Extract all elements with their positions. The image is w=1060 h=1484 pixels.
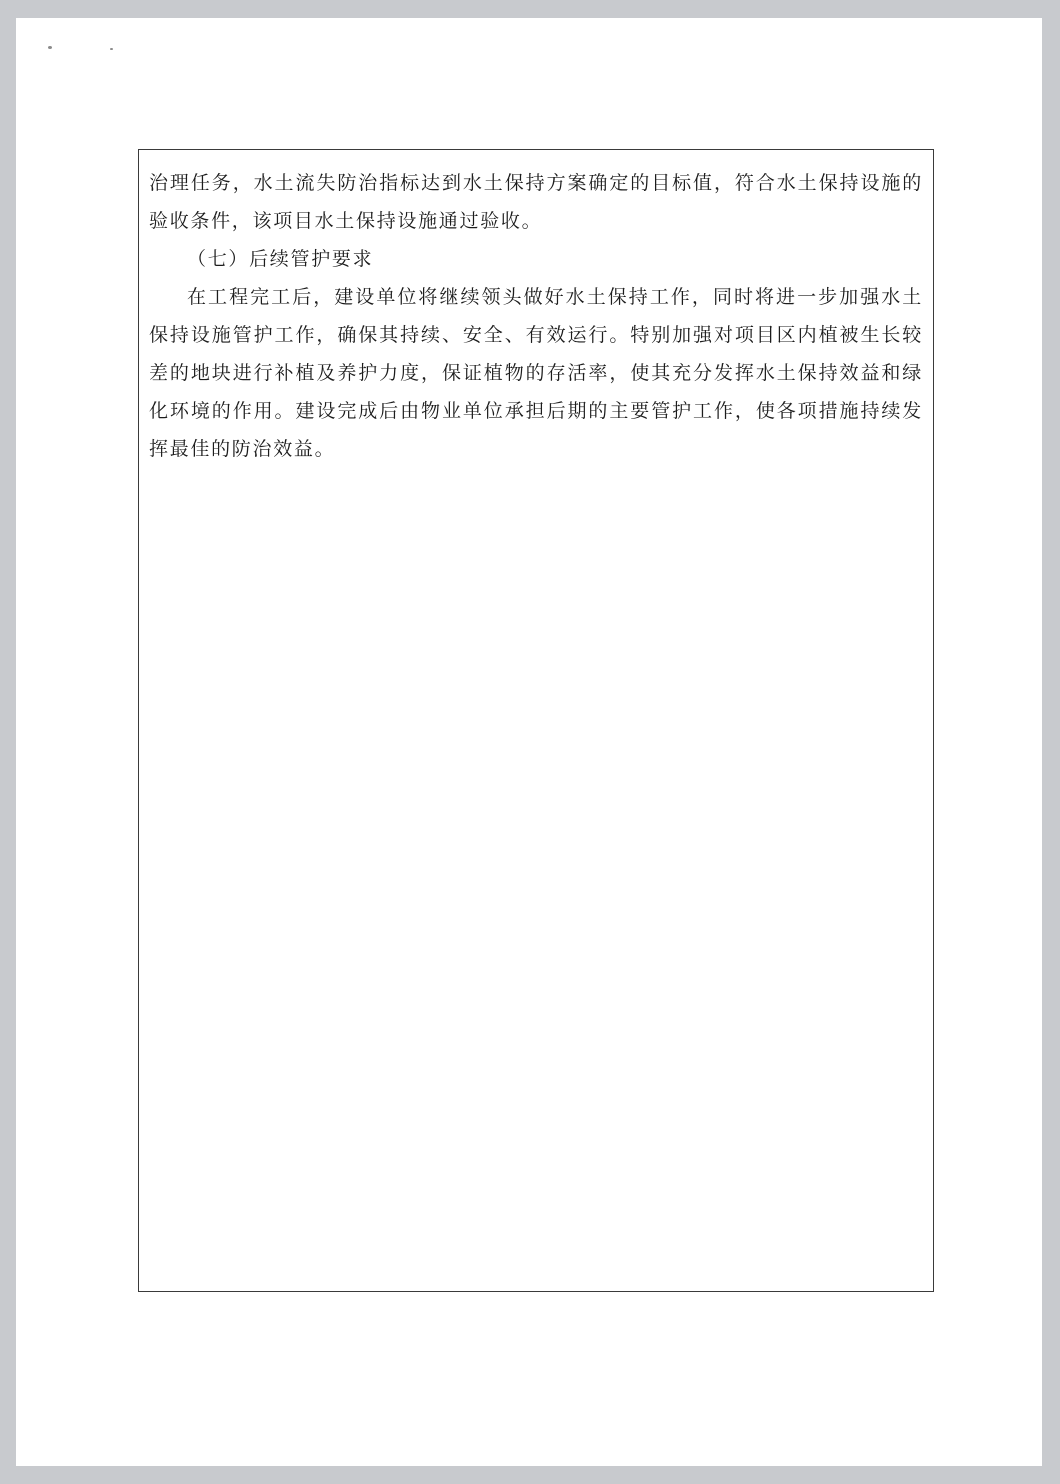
section-heading: （七）后续管护要求 [187, 248, 374, 270]
scanned-page [16, 18, 1042, 1466]
scan-speck [48, 46, 52, 49]
scan-speck [110, 48, 113, 50]
document-body [149, 164, 923, 468]
continuation-paragraph: 治理任务，水土流失防治指标达到水土保持方案确定的目标值，符合水土保持设施的验收条件，该项目水土保持设施通过验收。 [149, 172, 923, 232]
content-frame [138, 149, 934, 1292]
body-paragraph: 在工程完工后，建设单位将继续领头做好水土保持工作，同时将进一步加强水土保持设施管护工作，确保其持续、安全、有效运行。特别加强对项目区内植被生长较差的地块进行补植及养护力度，保证植物的存活率，使其充分发挥水土保持效益和绿化环境的作用。建设完成后由物业单位承担后期的主要管护工作，使各项措施持续发挥最佳的防治效益。 [149, 286, 923, 460]
